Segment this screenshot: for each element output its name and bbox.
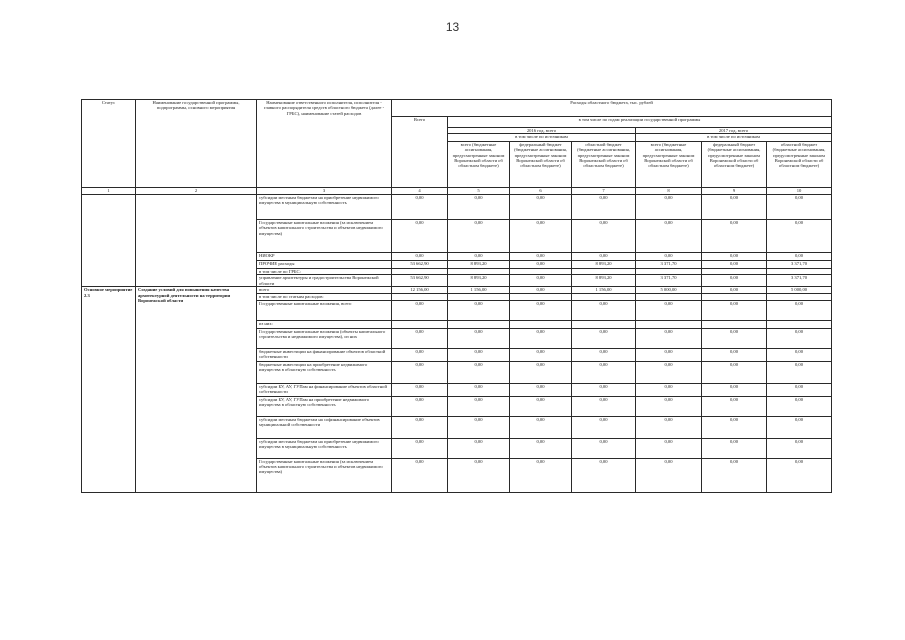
value-cell <box>702 320 767 328</box>
value-cell: 3 371,70 <box>767 275 832 287</box>
value-cell <box>636 320 702 328</box>
value-cell: 0,00 <box>702 361 767 383</box>
value-cell: 0,00 <box>636 220 702 253</box>
value-cell <box>510 320 572 328</box>
value-cell <box>767 320 832 328</box>
value-cell: 0,00 <box>392 396 448 416</box>
page-number: 13 <box>445 20 460 34</box>
value-cell: 0,00 <box>448 361 510 383</box>
value-cell <box>392 320 448 328</box>
table-row <box>82 287 832 294</box>
value-cell: 5 000,00 <box>767 287 832 294</box>
value-cell: 0,00 <box>510 396 572 416</box>
value-cell: 12 156,00 <box>392 287 448 294</box>
header-responsible: Наименование ответственного исполнителя, исполнителя - главного распорядителя средств областного бюджета (далее - ГРБС), наименование статей расходов <box>257 100 392 188</box>
expense-item-label: управление архитектуры и градостроительства Воронежской области <box>257 275 392 287</box>
value-cell: 0,00 <box>510 416 572 438</box>
value-cell: 0,00 <box>448 300 510 320</box>
value-cell: 0,00 <box>510 195 572 220</box>
expense-item-label: Государственные капитальные вложения (объекты капитального строительства и недвижимого имущества), из них <box>257 328 392 348</box>
header-src-col9: федеральный бюджет (бюджетные ассигнования, предусмотренные законом Воронежской области об областном бюджете) <box>702 142 767 188</box>
value-cell: 0,00 <box>767 361 832 383</box>
value-cell: 0,00 <box>510 348 572 361</box>
value-cell: 0,00 <box>448 438 510 458</box>
value-cell: 0,00 <box>510 275 572 287</box>
value-cell: 0,00 <box>767 328 832 348</box>
value-cell: 0,00 <box>572 383 636 396</box>
expense-item-label: субсидии местным бюджетам на софинансирование объектов муниципальной собственности <box>257 416 392 438</box>
value-cell: 0,00 <box>572 220 636 253</box>
value-cell: 0,00 <box>572 328 636 348</box>
value-cell: 0,00 <box>702 253 767 261</box>
value-cell: 0,00 <box>636 361 702 383</box>
value-cell: 0,00 <box>392 383 448 396</box>
col-index: 7 <box>572 188 636 195</box>
expense-item-label: ПРОЧИЕ расходы <box>257 261 392 269</box>
header-src-col10: областной бюджет (бюджетные ассигнования, предусмотренные законом Воронежской области об областном бюджете) <box>767 142 832 188</box>
value-cell: 0,00 <box>767 195 832 220</box>
value-cell: 0,00 <box>636 383 702 396</box>
expense-item-label: Государственные капитальные вложения (за исключением объектов капитального строительства и объектов недвижимого имущества) <box>257 458 392 492</box>
value-cell: 0,00 <box>510 261 572 269</box>
value-cell: 0,00 <box>392 195 448 220</box>
value-cell: 3 371,70 <box>767 261 832 269</box>
col-index: 2 <box>136 188 257 195</box>
value-cell: 8 893,20 <box>572 275 636 287</box>
value-cell: 0,00 <box>448 195 510 220</box>
year-2016-label: 2016 год, всего <box>526 128 557 133</box>
expense-item-label: Государственные капитальные вложения (за исключением объектов капитального строительства и объектов недвижимого имущества) <box>257 220 392 253</box>
value-cell: 0,00 <box>767 253 832 261</box>
status-cell-empty <box>82 195 136 287</box>
value-cell: 8 893,20 <box>448 275 510 287</box>
header-program-name: Наименование государственной программы, подпрограммы, основного мероприятия <box>136 100 257 188</box>
value-cell: 0,00 <box>636 348 702 361</box>
header-expenses: Расходы областного бюджета, тыс. рублей <box>392 100 832 117</box>
col-index: 1 <box>82 188 136 195</box>
expense-item-label: бюджетные инвестиции на финансирование объектов областной собственности <box>257 348 392 361</box>
value-cell: 0,00 <box>448 383 510 396</box>
header-total: Всего <box>392 117 448 188</box>
table-row <box>82 195 832 220</box>
budget-table <box>81 99 832 493</box>
value-cell: 0,00 <box>392 361 448 383</box>
expense-item-label: субсидии местным бюджетам на приобретение недвижимого имущества в муниципальную собственность <box>257 195 392 220</box>
value-cell: 0,00 <box>448 220 510 253</box>
value-cell: 0,00 <box>636 253 702 261</box>
value-cell: 0,00 <box>767 220 832 253</box>
col-index: 6 <box>510 188 572 195</box>
value-cell: 0,00 <box>636 416 702 438</box>
value-cell: 0,00 <box>636 195 702 220</box>
value-cell: 0,00 <box>636 300 702 320</box>
main-event-status: Основное мероприятие 2.3 <box>82 287 136 492</box>
value-cell: 0,00 <box>392 416 448 438</box>
value-cell: 0,00 <box>702 416 767 438</box>
header-src-col6: федеральный бюджет (бюджетные ассигнования, предусмотренные законом Воронежской области об областном бюджете) <box>510 142 572 188</box>
value-cell: 0,00 <box>572 195 636 220</box>
col-index: 5 <box>448 188 510 195</box>
value-cell: 0,00 <box>448 458 510 492</box>
value-cell: 0,00 <box>702 458 767 492</box>
year-2017-label: 2017 год, всего <box>718 128 749 133</box>
value-cell: 0,00 <box>572 458 636 492</box>
value-cell: 0,00 <box>448 416 510 438</box>
expense-item-label: субсидии БУ, АУ, ГУПам на финансирование объектов областной собственности <box>257 383 392 396</box>
expense-item-label: всего <box>257 287 392 294</box>
header-year-2016 <box>448 128 636 142</box>
value-cell: 8 893,20 <box>448 261 510 269</box>
value-cell: 0,00 <box>572 438 636 458</box>
value-cell: 0,00 <box>702 328 767 348</box>
value-cell: 0,00 <box>510 361 572 383</box>
value-cell: 0,00 <box>767 348 832 361</box>
value-cell: 0,00 <box>767 383 832 396</box>
expense-item-label: НИОКР <box>257 253 392 261</box>
value-cell: 0,00 <box>572 396 636 416</box>
value-cell: 0,00 <box>510 328 572 348</box>
value-cell: 0,00 <box>392 253 448 261</box>
expense-item-label: бюджетные инвестиции на приобретение недвижимого имущества в областную собственность <box>257 361 392 383</box>
value-cell <box>448 320 510 328</box>
value-cell <box>572 320 636 328</box>
header-src-col5: всего (бюджетные ассигнования, предусмотренные законом Воронежской области об областном бюджете) <box>448 142 510 188</box>
header-year-2017 <box>636 128 832 142</box>
expense-item-label: Государственные капитальные вложения, всего <box>257 300 392 320</box>
value-cell: 0,00 <box>510 458 572 492</box>
header-src-col7: областной бюджет (бюджетные ассигнования, предусмотренные законом Воронежской области об областном бюджете) <box>572 142 636 188</box>
value-cell: 0,00 <box>767 458 832 492</box>
expense-item-label: субсидии БУ, АУ, ГУПам на приобретение недвижимого имущества в областную собственность <box>257 396 392 416</box>
expense-item-label: субсидии местным бюджетам на приобретение недвижимого имущества в муниципальную собственность <box>257 438 392 458</box>
value-cell: 0,00 <box>702 275 767 287</box>
expense-item-label: в том числе по ГРБС: <box>257 269 392 275</box>
value-cell: 0,00 <box>572 253 636 261</box>
value-cell: 0,00 <box>767 438 832 458</box>
value-cell: 0,00 <box>510 300 572 320</box>
header-src-col8: всего (бюджетные ассигнования, предусмотренные законом Воронежской области об областном бюджете) <box>636 142 702 188</box>
main-event-name: Создание условий для повышения качества архитектурной деятельности на территории Воронежской области <box>136 287 257 492</box>
value-cell: 0,00 <box>702 438 767 458</box>
value-cell: 0,00 <box>510 287 572 294</box>
value-cell: 0,00 <box>392 438 448 458</box>
header-by-years: в том числе по годам реализации государственной программы <box>448 117 832 128</box>
value-cell: 1 156,00 <box>572 287 636 294</box>
value-cell: 0,00 <box>572 361 636 383</box>
value-cell: 53 662,90 <box>392 275 448 287</box>
col-index: 10 <box>767 188 832 195</box>
col-index: 8 <box>636 188 702 195</box>
value-cell: 0,00 <box>572 300 636 320</box>
value-cell: 0,00 <box>392 220 448 253</box>
expense-item-label: из них: <box>257 320 392 328</box>
value-cell: 5 000,00 <box>636 287 702 294</box>
value-cell: 8 893,20 <box>572 261 636 269</box>
value-cell: 0,00 <box>702 348 767 361</box>
value-cell: 3 371,70 <box>636 275 702 287</box>
value-cell: 0,00 <box>392 348 448 361</box>
value-cell: 0,00 <box>572 416 636 438</box>
value-cell: 0,00 <box>702 383 767 396</box>
value-cell: 0,00 <box>702 220 767 253</box>
col-index: 4 <box>392 188 448 195</box>
value-cell: 0,00 <box>572 348 636 361</box>
value-cell: 0,00 <box>767 300 832 320</box>
value-cell: 0,00 <box>702 261 767 269</box>
value-cell: 53 662,90 <box>392 261 448 269</box>
value-cell: 0,00 <box>448 328 510 348</box>
program-cell-empty <box>136 195 257 287</box>
value-cell: 0,00 <box>636 458 702 492</box>
value-cell: 0,00 <box>702 195 767 220</box>
value-cell: 0,00 <box>392 328 448 348</box>
value-cell: 0,00 <box>636 328 702 348</box>
sources-2016-label: в том числе по источникам <box>448 133 635 139</box>
value-cell: 0,00 <box>392 300 448 320</box>
value-cell: 0,00 <box>448 348 510 361</box>
value-cell: 0,00 <box>636 438 702 458</box>
value-cell: 0,00 <box>392 458 448 492</box>
expense-item-label: в том числе по статьям расходов: <box>257 294 392 300</box>
column-index-row <box>82 188 832 195</box>
value-cell: 1 156,00 <box>448 287 510 294</box>
value-cell: 0,00 <box>510 438 572 458</box>
value-cell: 0,00 <box>702 287 767 294</box>
value-cell: 3 371,70 <box>636 261 702 269</box>
value-cell: 0,00 <box>702 300 767 320</box>
value-cell: 0,00 <box>510 220 572 253</box>
value-cell: 0,00 <box>767 396 832 416</box>
value-cell: 0,00 <box>510 253 572 261</box>
value-cell: 0,00 <box>448 253 510 261</box>
value-cell: 0,00 <box>767 416 832 438</box>
value-cell: 0,00 <box>702 396 767 416</box>
value-cell: 0,00 <box>448 396 510 416</box>
header-status: Статус <box>82 100 136 188</box>
value-cell: 0,00 <box>636 396 702 416</box>
col-index: 9 <box>702 188 767 195</box>
sources-2017-label: в том числе по источникам <box>636 133 831 139</box>
col-index: 3 <box>257 188 392 195</box>
value-cell: 0,00 <box>510 383 572 396</box>
